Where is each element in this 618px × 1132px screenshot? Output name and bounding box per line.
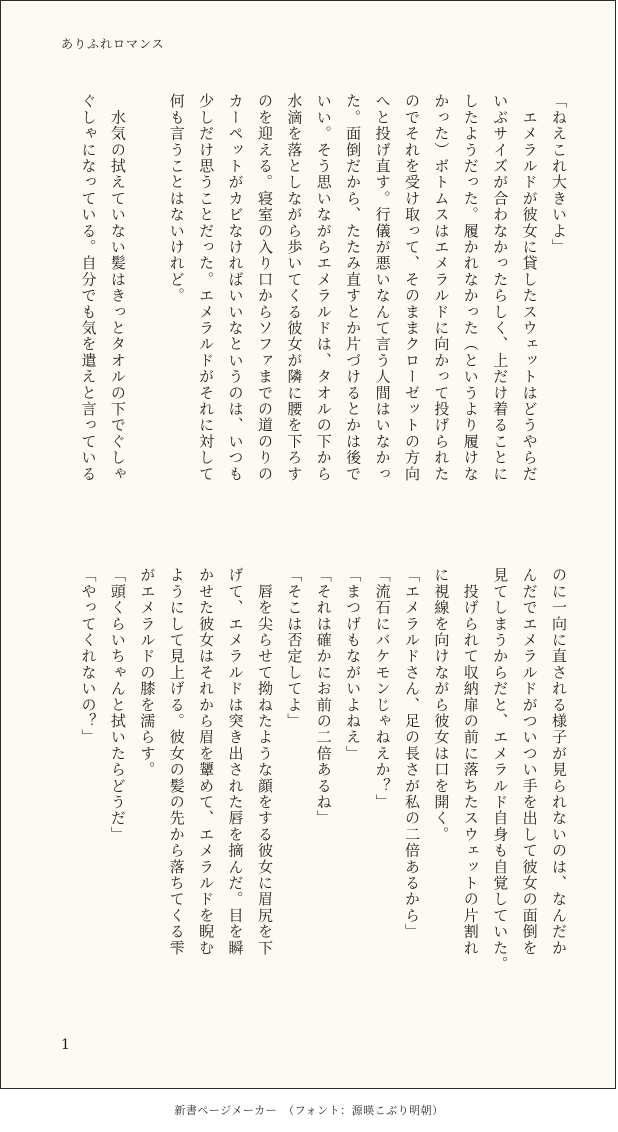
text-line: ようにして見上げる。彼女の髪の先から落ちてくる雫 [167,567,186,956]
text-line: のを迎える。寝室の入り口からソファまでの道のりの [255,93,274,482]
text-line: 水気の拭えていない髪はきっとタオルの下でぐしゃ [108,93,127,482]
text-line: 「それは確かにお前の二倍あるね」 [314,567,333,827]
text-line: ぐしゃになっている。自分でも気を遣えと言っている [79,93,98,482]
text-line: したようだった。履かれなかった（というより履けな [461,93,480,482]
text-line: へと投げ直す。行儀が悪いなんて言う人間はいなかっ [373,93,392,482]
text-line: いい。そう思いながらエメラルドは、タオルの下から [314,93,333,482]
text-line: 「エメラルドさん、足の長さが私の二倍あるから」 [402,567,421,940]
text-line: 何も言うことはないけれど。 [167,93,186,304]
text-line: がエメラルドの膝を濡らす。 [138,567,157,778]
text-line: かせた彼女はそれから眉を顰めて、エメラルドを睨む [197,567,216,956]
text-line: カーペットがカビなければいいなというのは、いつも [226,93,245,482]
text-line: エメラルドが彼女に貸したスウェットはどうやらだ [520,93,539,482]
text-block-top [73,93,573,533]
text-line: 「やってくれないの？」 [79,567,98,746]
footer-credit: 新書ページメーカー （フォント：源暎こぶり明朝） [174,1104,444,1117]
text-block-bottom [73,567,573,987]
text-line: のでそれを受け取って、そのままクローゼットの方向 [402,93,421,482]
page-title: ありふれロマンス [61,37,165,51]
text-line: かった）ボトムスはエメラルドに向かって投げられた [432,93,451,482]
text-line: んだでエメラルドがついつい手を出して彼女の面倒を [520,567,539,956]
page-number: 1 [61,1037,70,1053]
text-line: 「まつげもながいよねえ」 [344,567,363,762]
text-line: 見てしまうからだと、エメラルド自身も自覚していた。 [491,567,510,972]
text-line: 「そこは否定してよ」 [285,567,304,729]
text-line: のに一向に直される様子が見られないのは、なんだか [550,567,568,956]
text-line: 「流石にバケモンじゃねえか？」 [373,567,392,810]
text-line: 唇を尖らせて拗ねたような顔をする彼女に眉尻を下 [255,567,274,956]
text-line: いぶサイズが合わなかったらしく、上だけ着ることに [491,93,510,482]
text-line: げて、エメラルドは突き出された唇を摘んだ。目を瞬 [226,567,245,956]
text-line: に視線を向けながら彼女は口を開く。 [432,567,451,843]
text-line: 投げられて収納扉の前に落ちたスウェットの片割れ [461,567,480,956]
text-line: た。面倒だから、たたみ直すとか片づけるとかは後で [344,93,363,482]
blank-line [132,93,161,533]
text-line: 「頭くらいちゃんと拭いたらどうだ」 [108,567,127,843]
text-line: 「ねえこれ大きいよ」 [550,93,568,255]
text-line: 少しだけ思うことだった。エメラルドがそれに対して [197,93,216,482]
text-line: 水滴を落としながら歩いてくる彼女が隣に腰を下ろす [285,93,304,482]
